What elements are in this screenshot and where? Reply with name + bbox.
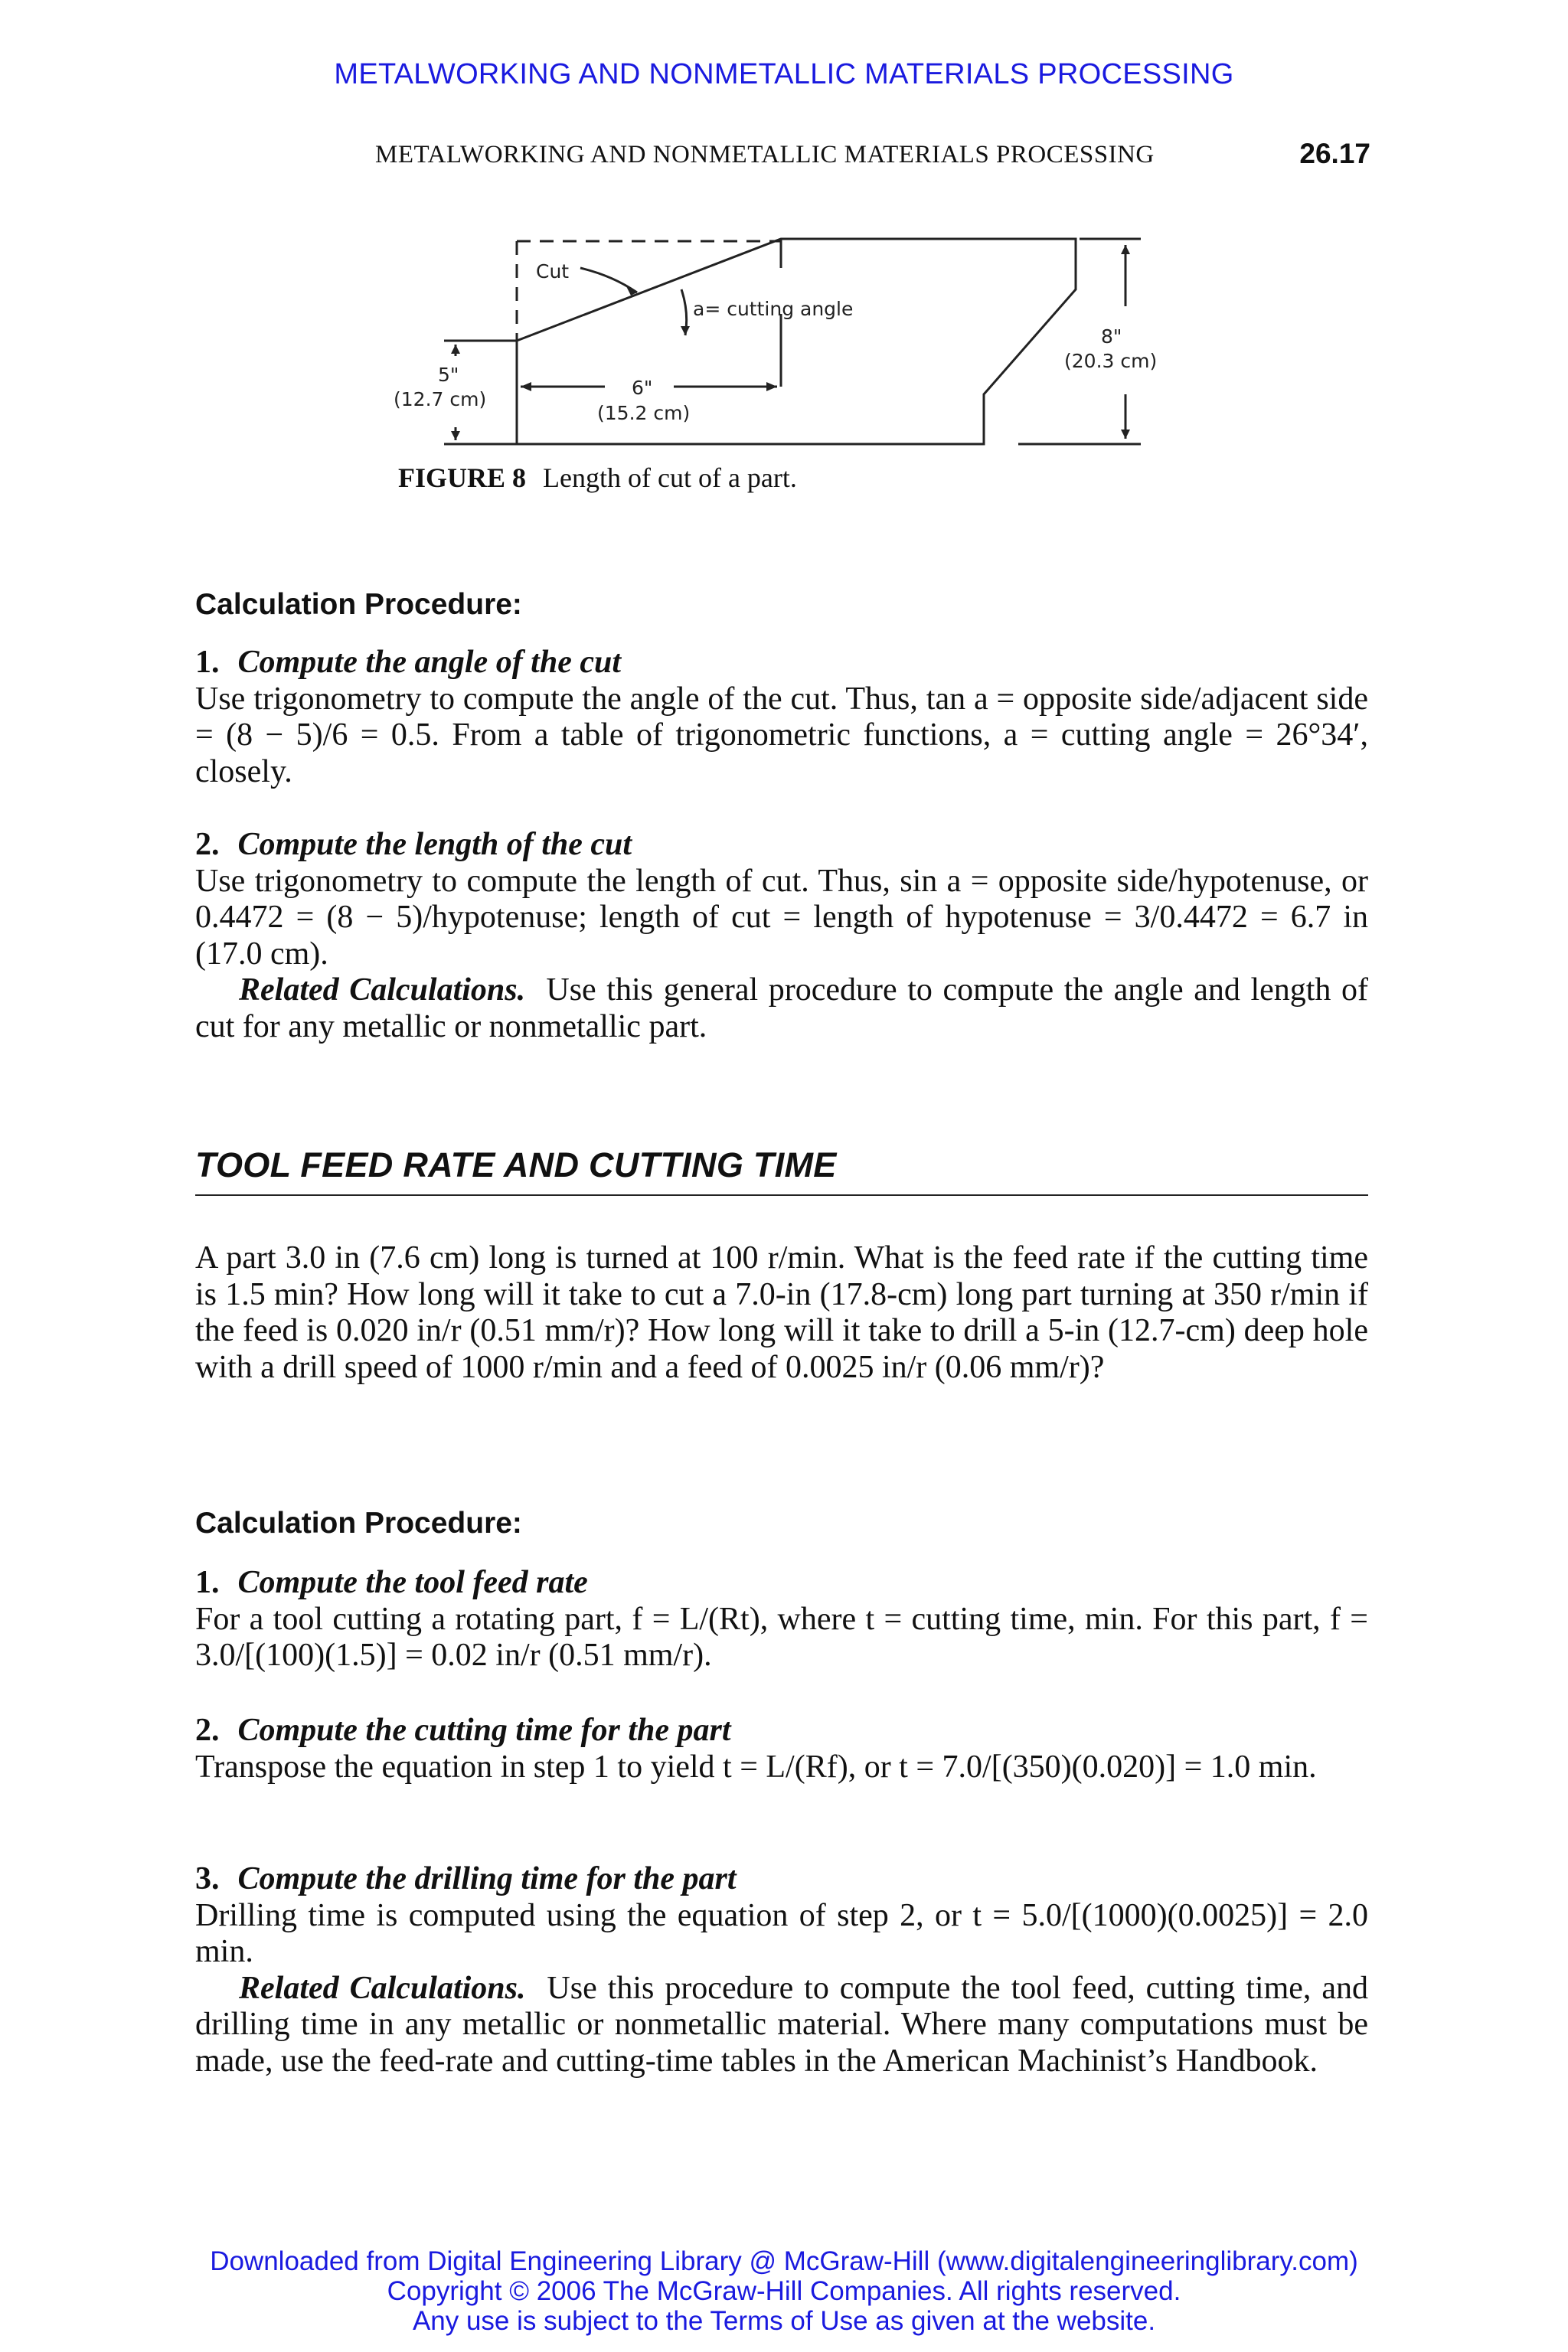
calc-procedure-heading-1: Calculation Procedure: xyxy=(195,588,522,621)
step-2-number: 2. xyxy=(195,827,220,862)
footer-download-link[interactable]: Downloaded from Digital Engineering Library @ McGraw-Hill (www.digitalengineeringlibrary.com) xyxy=(210,2246,1358,2276)
page-number: 26.17 xyxy=(1299,138,1370,169)
step-1-text: Use trigonometry to compute the angle of the cut. Thus, tan a = opposite side/adjacent side = (8 − 5)/6 = 0.5. From a table of trigonometric functions, a = cutting angle = 26°34′, closely. xyxy=(195,681,1368,789)
section-title: TOOL FEED RATE AND CUTTING TIME xyxy=(195,1145,837,1184)
figure-label-6in: 6" xyxy=(632,377,653,399)
tool-step-2-title: 2. Compute the cutting time for the part xyxy=(195,1713,731,1748)
related-calculations-text-2: Use this procedure to compute the tool feed, cutting time, and drilling time in any metallic or nonmetallic material. Where many computations must be made, use the feed-rate and cutting-time tables in the American Machinist’s Handbook. xyxy=(195,1970,1369,2079)
figure-label-angle: a= cutting angle xyxy=(693,298,854,320)
footer-copyright: Copyright © 2006 The McGraw-Hill Companies. All rights reserved. xyxy=(387,2276,1181,2306)
figure-label-cut: Cut xyxy=(536,260,570,283)
tool-step-3-title: 3. Compute the drilling time for the part xyxy=(195,1861,737,1896)
figure-8-drawing xyxy=(383,222,1225,452)
figure-caption xyxy=(398,462,797,494)
step-1-block xyxy=(195,645,1368,790)
figure-label-6in-cm: (15.2 cm) xyxy=(597,402,691,424)
step-1-number: 1. xyxy=(195,645,220,680)
tool-step-3-block xyxy=(195,1861,1368,2079)
figure-label-5in: 5" xyxy=(438,364,459,386)
step-2-block xyxy=(195,827,1368,1045)
download-banner-title: METALWORKING AND NONMETALLIC MATERIALS PROCESSING xyxy=(334,58,1234,90)
related-calculations-1 xyxy=(195,972,1368,1045)
related-calculations-text-1: Use this general procedure to compute the angle and length of cut for any metallic or nonmetallic part. xyxy=(195,972,1369,1044)
related-calculations-2 xyxy=(195,1971,1368,2080)
figure-label-8in-cm: (20.3 cm) xyxy=(1064,350,1158,372)
step-1-title: 1. Compute the angle of the cut xyxy=(195,645,622,680)
tool-step-1-text: For a tool cutting a rotating part, f = L/(Rt), where t = cutting time, min. For this part, f = 3.0/[(100)(1.5)] = 0.02 in/r (0.51 mm/r). xyxy=(195,1601,1368,1673)
problem-statement: A part 3.0 in (7.6 cm) long is turned at 100 r/min. What is the feed rate if the cutting time is 1.5 min? How long will it take to cut a 7.0-in (17.8-cm) long part turning at 350 r/min if the feed is 0.020 in/r (0.51 mm/r)? How long will it take to drill a 5-in (12.7-cm) deep hole with a drill speed of 1000 r/min and a feed of 0.0025 in/r (0.06 mm/r)? xyxy=(195,1240,1368,1385)
step-2-title: 2. Compute the length of the cut xyxy=(195,827,632,862)
figure-caption-label: FIGURE 8 xyxy=(398,462,527,493)
tool-step-2-number: 2. xyxy=(195,1713,220,1748)
figure-caption-text: Length of cut of a part. xyxy=(543,462,797,493)
related-calculations-label-2: Related Calculations. xyxy=(239,1970,526,2006)
tool-step-1-block xyxy=(195,1565,1368,1674)
figure-label-8in: 8" xyxy=(1101,325,1122,348)
related-calculations-label-1: Related Calculations. xyxy=(239,972,526,1008)
section-title-rule xyxy=(195,1194,1368,1196)
figure-label-5in-cm: (12.7 cm) xyxy=(394,388,487,410)
tool-step-2-block xyxy=(195,1713,1368,1785)
calc-procedure-heading-2: Calculation Procedure: xyxy=(195,1507,522,1540)
tool-step-1-number: 1. xyxy=(195,1565,220,1600)
tool-step-2-text: Transpose the equation in step 1 to yield t = L/(Rf), or t = 7.0/[(350)(0.020)] = 1.0 min. xyxy=(195,1749,1317,1785)
footer-terms[interactable]: Any use is subject to the Terms of Use as given at the website. xyxy=(412,2306,1156,2336)
tool-step-3-number: 3. xyxy=(195,1861,220,1896)
tool-step-3-text: Drilling time is computed using the equation of step 2, or t = 5.0/[(1000)(0.0025)] = 2.0 min. xyxy=(195,1897,1368,1969)
step-2-text: Use trigonometry to compute the length of cut. Thus, sin a = opposite side/hypotenuse, or 0.4472 = (8 − 5)/hypotenuse; length of cut = length of hypotenuse = 3/0.4472 = 6.7 in (17.0 cm). xyxy=(195,863,1368,972)
running-head: METALWORKING AND NONMETALLIC MATERIALS PROCESSING xyxy=(375,141,1155,168)
tool-step-1-title: 1. Compute the tool feed rate xyxy=(195,1565,588,1600)
